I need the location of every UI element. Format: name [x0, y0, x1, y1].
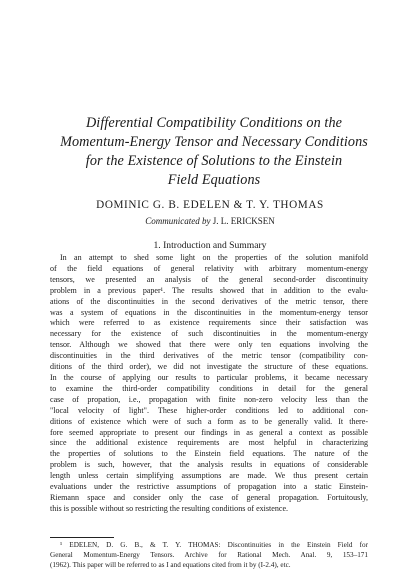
- body-line: ations of the discontinuities in the second derivatives of the metric tensor, there: [50, 296, 368, 306]
- paper-title: [54, 114, 374, 190]
- body-line: In the course of applying our results to particular problems, it became necessary: [50, 372, 368, 382]
- author-line: DOMINIC G. B. EDELEN & T. Y. THOMAS: [96, 199, 324, 211]
- body-line: since the additional existence requirements are most helpful in characterizing: [50, 438, 368, 448]
- body-line: tensors, we presented an analysis of the general second-order discontinuity: [50, 274, 368, 284]
- body-line: In an attempt to shed some light on the properties of the solution manifold: [60, 253, 368, 262]
- title-line: for the Existence of Solutions to the Einstein: [85, 153, 343, 169]
- footnote-line: General Momentum-Energy Tensors. Archive for Rational Mech. Anal. 9, 153–171: [50, 550, 368, 559]
- body-paragraph: [50, 253, 368, 515]
- body-line: to examine the third-order compatibility conditions in detail for the general: [50, 383, 368, 393]
- communicated-name: J. L. ERICKSEN: [212, 216, 275, 226]
- section-heading: 1. Introduction and Summary: [153, 240, 267, 251]
- footnote-line: (1962). This paper will be referred to as I and equations cited from it by (I-2.4), etc.: [50, 560, 291, 569]
- communicated-label: Communicated by: [145, 216, 211, 226]
- body-line: "local velocity of light". These higher-order conditions led to additional con-: [50, 405, 368, 415]
- body-line: fore seemed appropriate to present our findings in as general a context as possible: [50, 427, 368, 437]
- body-line: which were referred to as existence requirements since their satisfaction was: [50, 318, 368, 328]
- footnote: [50, 541, 368, 570]
- body-line: the properties of solutions to the Einstein field equations. The nature of the: [50, 449, 368, 459]
- body-line: problem is such, however, that the analysis results in equations of considerable: [50, 460, 368, 470]
- title-line: Momentum-Energy Tensor and Necessary Conditions: [60, 134, 368, 150]
- body-line: evaluations under the restrictive assumptions of propagation into a static Einstein-: [50, 482, 368, 492]
- body-line: ditions of existence which were of such a form as to be generally valid. It there-: [50, 416, 368, 426]
- body-line: Riemann space and consider only the case of general propagation. Fortuitously,: [50, 492, 368, 502]
- body-line: tensor. Although we showed that there were only ten equations involving the: [50, 340, 368, 350]
- body-line: of the field equations of general relativity with arbitrary momentum-energy: [50, 263, 368, 273]
- footnote-line: ¹ EDELEN, D. G. B., & T. Y. THOMAS: Discontinuities in the Einstein Field for: [60, 541, 368, 549]
- title-line: Field Equations: [167, 172, 261, 188]
- body-line: was a system of equations in the discontinuities in the momentum-energy tensor: [50, 307, 368, 317]
- body-line: problem in a previous paper¹. The results showed that in addition to the evalu-: [50, 285, 368, 295]
- body-line: necessary for the existence of such discontinuities in the momentum-energy: [50, 329, 368, 339]
- title-line: Differential Compatibility Conditions on the: [85, 115, 343, 131]
- body-line: case of propation, i.e., propagation with finite non-zero velocity less than the: [50, 394, 368, 404]
- communicated-line: [0, 216, 420, 226]
- footnote-divider: [50, 537, 114, 538]
- body-line: discontinuities in the third derivatives of the metric tensor (compatibility con-: [50, 351, 368, 361]
- body-line: length unless certain simplifying assumptions are made. We thus present certain: [50, 471, 368, 481]
- body-line: this is possible without so restricting the resulting conditions of existence.: [50, 503, 289, 513]
- body-line: ditions of the third order), we did not investigate the structure of these equations.: [50, 362, 368, 372]
